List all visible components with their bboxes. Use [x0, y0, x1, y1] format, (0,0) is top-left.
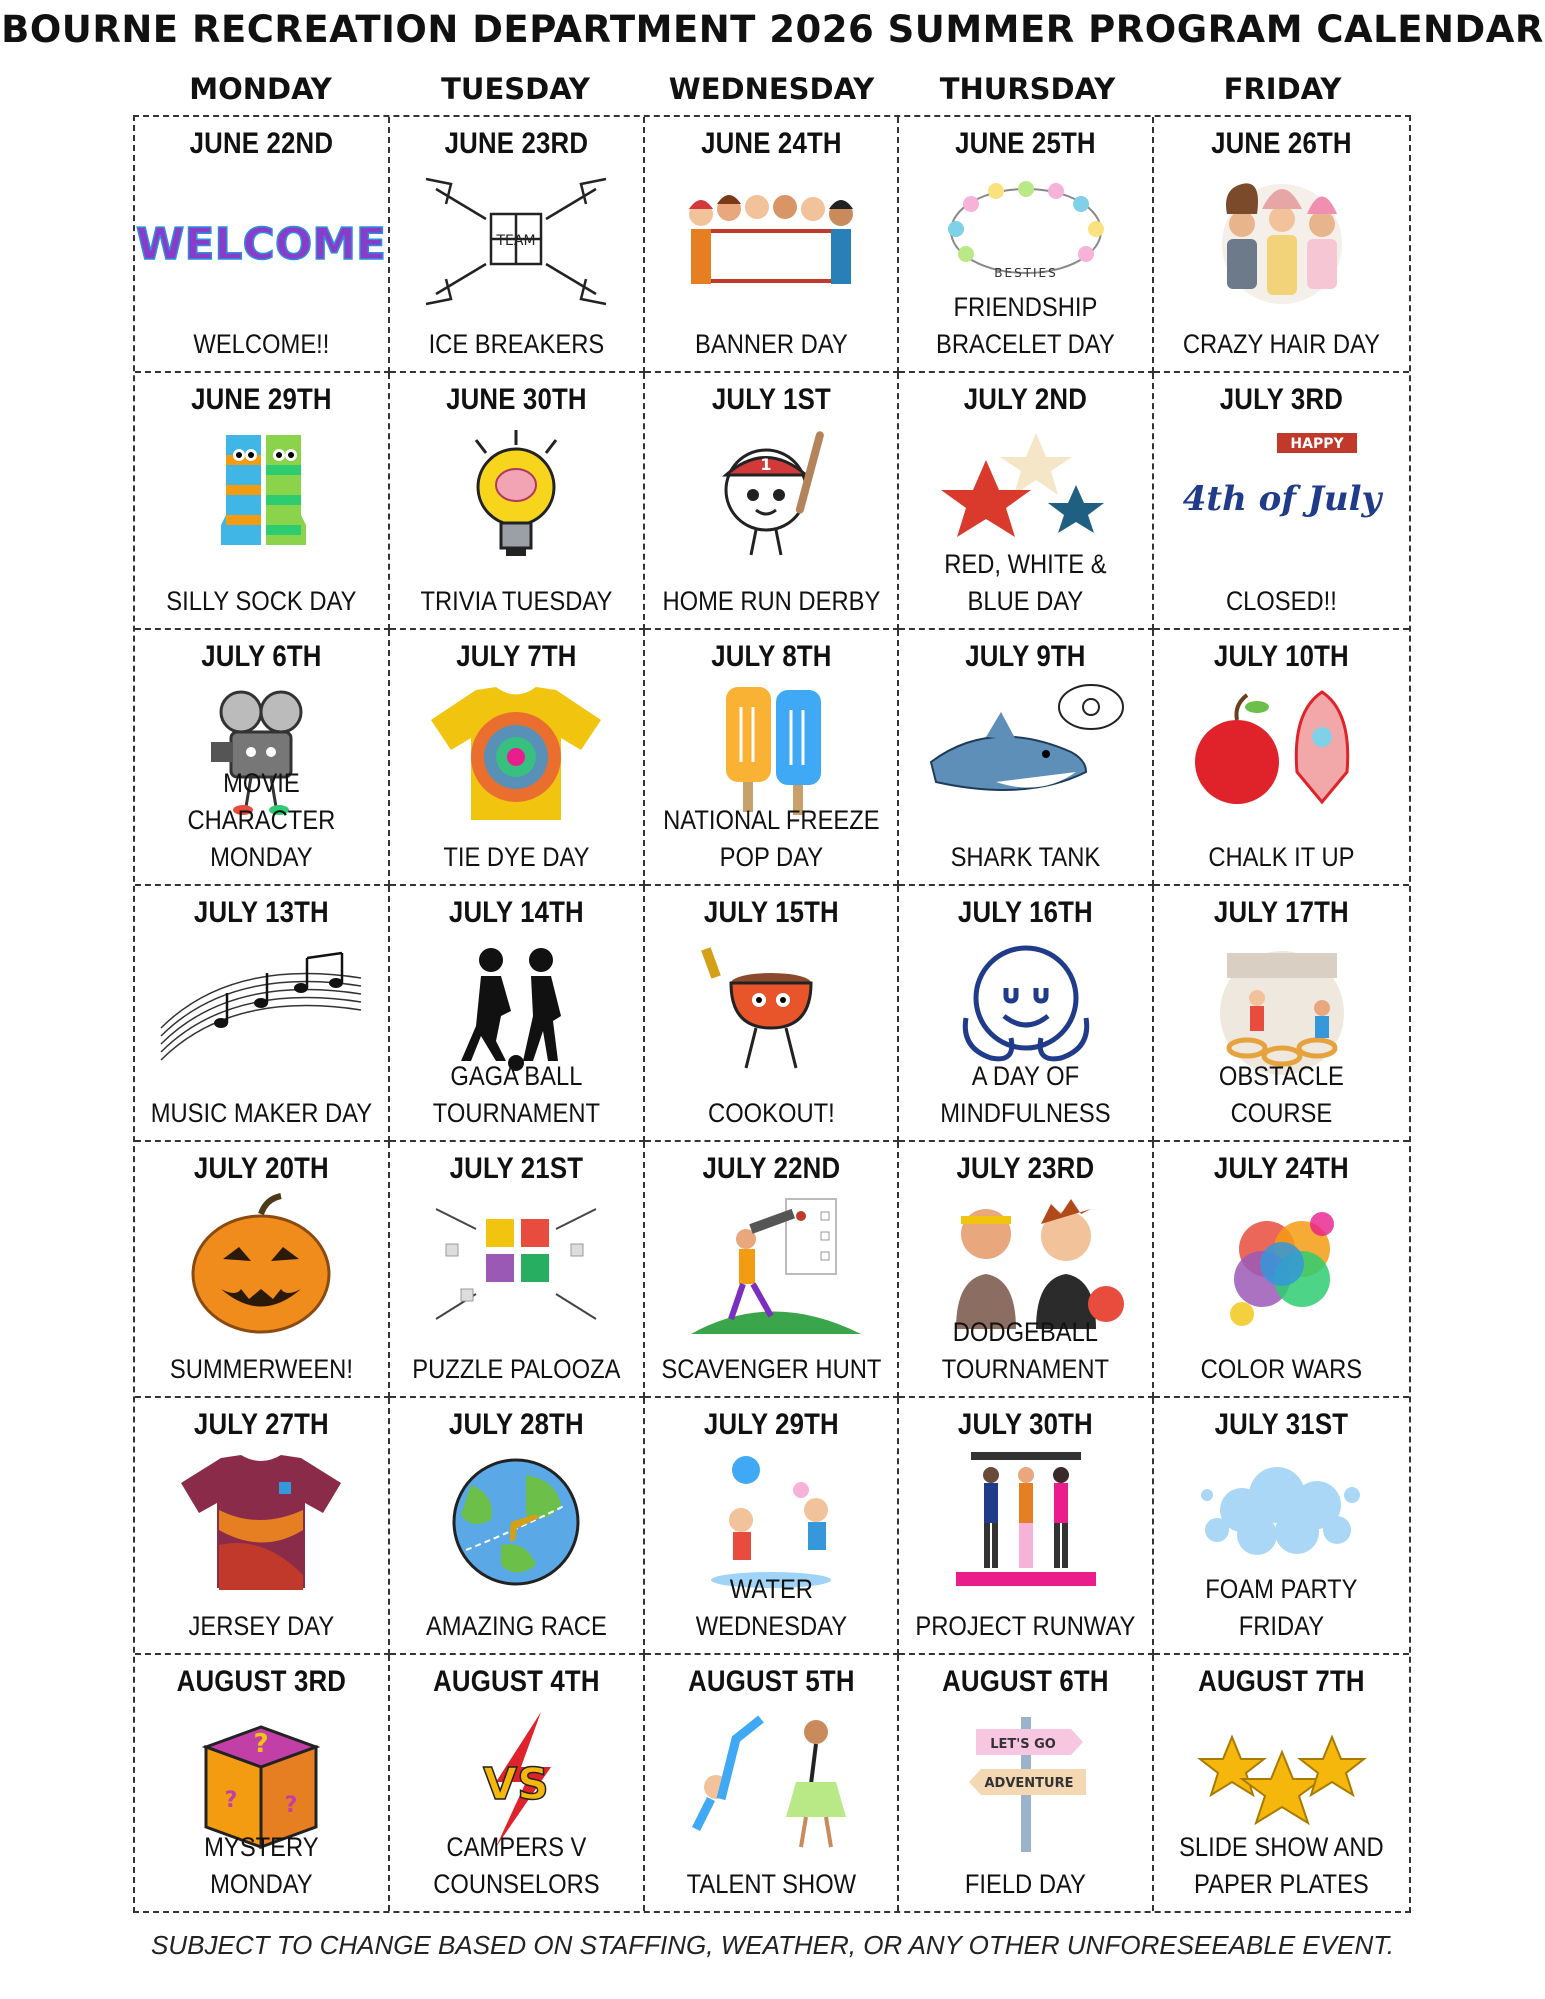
calendar-day-cell	[899, 1398, 1154, 1654]
silly-socks-icon	[161, 425, 361, 570]
svg-text:?: ?	[285, 1792, 298, 1818]
day-date: JULY 21ST	[449, 1152, 583, 1186]
activity-label: NATIONAL FREEZE POP DAY	[662, 804, 880, 872]
team-puzzle-hands-icon	[416, 169, 616, 314]
day-date: AUGUST 7TH	[1198, 1664, 1365, 1698]
activity-label: DODGEBALL TOURNAMENT	[942, 1317, 1110, 1385]
svg-text:?: ?	[225, 1787, 238, 1813]
day-date: AUGUST 6TH	[942, 1664, 1110, 1698]
calendar-day-cell	[1154, 630, 1409, 886]
activity-label: GAGA BALL TOURNAMENT	[432, 1061, 600, 1129]
day-date: JULY 2ND	[964, 383, 1088, 417]
activity-label: FIELD DAY	[965, 1868, 1087, 1899]
activity-label: TIE DYE DAY	[443, 841, 590, 872]
grill-mascot-icon	[671, 938, 871, 1083]
calendar-day-cell	[645, 373, 900, 629]
day-date: JULY 17TH	[1214, 895, 1350, 929]
welcome-text-icon	[136, 169, 387, 314]
calendar-day-cell	[899, 886, 1154, 1142]
activity-label: HOME RUN DERBY	[662, 585, 880, 616]
tie-dye-shirt-icon	[416, 682, 616, 827]
day-date: AUGUST 4TH	[432, 1664, 600, 1698]
day-date: JULY 6TH	[201, 639, 322, 673]
activity-label: SHARK TANK	[950, 841, 1101, 872]
day-date: JULY 14TH	[448, 895, 584, 929]
day-date: JULY 9TH	[965, 639, 1086, 673]
puzzle-pieces-icon	[416, 1194, 616, 1339]
calendar-day-cell	[135, 1142, 390, 1398]
lightbulb-brain-icon	[416, 425, 616, 570]
day-date: AUGUST 5TH	[687, 1664, 855, 1698]
day-date: JULY 16TH	[958, 895, 1094, 929]
calendar-day-cell	[135, 886, 390, 1142]
day-date: JUNE 23RD	[444, 127, 588, 160]
day-date: JULY 8TH	[710, 639, 832, 673]
calendar-day-cell	[135, 117, 390, 373]
activity-label: MUSIC MAKER DAY	[150, 1098, 373, 1129]
day-date: AUGUST 3RD	[176, 1664, 347, 1698]
day-date: JULY 24TH	[1214, 1152, 1350, 1186]
day-date: JULY 31ST	[1214, 1408, 1349, 1442]
day-date: JULY 29TH	[703, 1408, 839, 1442]
activity-label: CRAZY HAIR DAY	[1183, 329, 1381, 360]
activity-label: TRIVIA TUESDAY	[420, 585, 613, 616]
svg-text:TEAM: TEAM	[496, 233, 536, 249]
day-date: JULY 13TH	[193, 895, 329, 929]
day-date: JULY 10TH	[1214, 639, 1350, 673]
music-notes-icon	[161, 938, 361, 1083]
activity-label: PUZZLE PALOOZA	[412, 1354, 621, 1385]
day-date: JULY 20TH	[193, 1152, 329, 1186]
calendar-day-cell	[1154, 1655, 1409, 1911]
activity-label: CAMPERS V COUNSELORS	[433, 1831, 600, 1899]
fourth-of-july-icon	[1182, 425, 1382, 570]
calendar-day-cell	[390, 1398, 645, 1654]
activity-label: COOKOUT!	[707, 1098, 835, 1129]
runway-models-icon	[926, 1450, 1126, 1595]
activity-label: FRIENDSHIP BRACELET DAY	[936, 292, 1116, 360]
day-date: JULY 27TH	[193, 1408, 329, 1442]
calendar-day-cell	[135, 373, 390, 629]
day-date: JULY 7TH	[455, 639, 577, 673]
weekday-monday: MONDAY	[189, 72, 332, 106]
scavenger-telescope-icon	[671, 1194, 871, 1339]
svg-text:1: 1	[760, 455, 772, 475]
weekday-tuesday: TUESDAY	[441, 72, 590, 106]
day-date: JULY 15TH	[703, 895, 839, 929]
svg-text:BESTIES: BESTIES	[994, 266, 1058, 280]
activity-label: JERSEY DAY	[188, 1610, 335, 1641]
activity-label: COLOR WARS	[1200, 1354, 1363, 1385]
activity-label: A DAY OF MINDFULNESS	[940, 1061, 1111, 1129]
calendar-day-cell	[1154, 373, 1409, 629]
calendar-day-cell	[645, 1142, 900, 1398]
kids-banner-icon	[671, 169, 871, 314]
svg-text:WELCOME: WELCOME	[136, 219, 387, 270]
dancing-kids-icon	[671, 1707, 871, 1852]
baseball-mascot-icon	[671, 425, 871, 570]
calendar-day-cell	[390, 886, 645, 1142]
color-splash-icon	[1182, 1194, 1382, 1339]
activity-label: FOAM PARTY FRIDAY	[1205, 1573, 1358, 1641]
svg-text:HAPPY: HAPPY	[1289, 436, 1344, 453]
calendar-day-cell	[1154, 886, 1409, 1142]
day-date: JUNE 29TH	[191, 383, 332, 417]
activity-label: PROJECT RUNWAY	[915, 1610, 1136, 1641]
calendar-day-cell	[390, 1655, 645, 1911]
activity-label: SLIDE SHOW AND PAPER PLATES	[1179, 1831, 1384, 1899]
calendar-day-cell	[899, 1142, 1154, 1398]
calendar-day-cell	[135, 630, 390, 886]
calendar-day-cell	[135, 1398, 390, 1654]
calendar-day-cell	[390, 630, 645, 886]
page-title: BOURNE RECREATION DEPARTMENT 2026 SUMMER PROGRAM CALENDAR	[1, 8, 1544, 51]
activity-label: OBSTACLE COURSE	[1219, 1061, 1345, 1129]
calendar-day-cell	[645, 630, 900, 886]
activity-label: SILLY SOCK DAY	[166, 585, 357, 616]
signpost-icon	[926, 1707, 1126, 1852]
calendar-day-cell	[390, 117, 645, 373]
calendar-day-cell	[645, 117, 900, 373]
activity-label: RED, WHITE & BLUE DAY	[944, 548, 1107, 616]
calendar-day-cell	[390, 373, 645, 629]
weekday-friday: FRIDAY	[1223, 72, 1342, 106]
calendar-day-cell	[899, 373, 1154, 629]
svg-text:VS: VS	[483, 1758, 550, 1810]
day-date: JULY 28TH	[448, 1408, 584, 1442]
day-date: JUNE 30TH	[445, 383, 587, 417]
activity-label: SCAVENGER HUNT	[660, 1354, 881, 1385]
activity-label: MYSTERY MONDAY	[204, 1831, 319, 1899]
svg-text:ADVENTURE: ADVENTURE	[984, 1775, 1074, 1791]
calendar-day-cell	[899, 630, 1154, 886]
jersey-icon	[161, 1450, 361, 1595]
disclaimer-footer: SUBJECT TO CHANGE BASED ON STAFFING, WEATHER, OR ANY OTHER UNFORESEEABLE EVENT.	[151, 1930, 1394, 1960]
activity-label: TALENT SHOW	[686, 1868, 856, 1899]
shark-idea-icon	[926, 682, 1126, 827]
calendar-day-cell	[645, 1398, 900, 1654]
activity-label: ICE BREAKERS	[428, 329, 604, 360]
activity-label: SUMMERWEEN!	[169, 1354, 353, 1385]
calendar-day-cell	[135, 1655, 390, 1911]
crazy-hair-kids-icon	[1182, 169, 1382, 314]
day-date: JULY 23RD	[956, 1152, 1095, 1186]
svg-text:?: ?	[253, 1728, 269, 1759]
calendar-day-cell	[390, 1142, 645, 1398]
day-date: JUNE 24TH	[700, 127, 842, 160]
calendar-day-cell	[899, 1655, 1154, 1911]
calendar-day-cell	[645, 886, 900, 1142]
day-date: JULY 1ST	[711, 383, 831, 417]
svg-text:LET'S GO: LET'S GO	[989, 1736, 1056, 1752]
calendar-day-cell	[645, 1655, 900, 1911]
day-date: JULY 30TH	[958, 1408, 1094, 1442]
activity-label: MOVIE CHARACTER MONDAY	[187, 767, 336, 872]
calendar-day-cell	[1154, 117, 1409, 373]
day-date: JUNE 25TH	[955, 127, 1097, 160]
pumpkin-icon	[161, 1194, 361, 1339]
activity-label: WELCOME!!	[193, 329, 330, 360]
calendar-day-cell	[1154, 1142, 1409, 1398]
activity-label: CHALK IT UP	[1208, 841, 1355, 872]
svg-text:4th of July: 4th of July	[1182, 479, 1381, 520]
day-date: JULY 22ND	[702, 1152, 840, 1186]
activity-label: BANNER DAY	[694, 329, 848, 360]
weekday-thursday: THURSDAY	[939, 72, 1116, 106]
globe-plane-icon	[416, 1450, 616, 1595]
day-date: JULY 3RD	[1219, 383, 1344, 417]
day-date: JUNE 22ND	[189, 127, 334, 160]
calendar-day-cell	[1154, 1398, 1409, 1654]
apple-rocket-icon	[1182, 682, 1382, 827]
weekday-header-row	[133, 72, 1411, 112]
activity-label: CLOSED!!	[1226, 585, 1338, 616]
calendar-grid	[133, 115, 1411, 1913]
activity-label: WATER WEDNESDAY	[695, 1573, 847, 1641]
calendar-day-cell	[899, 117, 1154, 373]
weekday-wednesday: WEDNESDAY	[668, 72, 875, 106]
activity-label: AMAZING RACE	[425, 1610, 607, 1641]
day-date: JUNE 26TH	[1211, 127, 1352, 160]
